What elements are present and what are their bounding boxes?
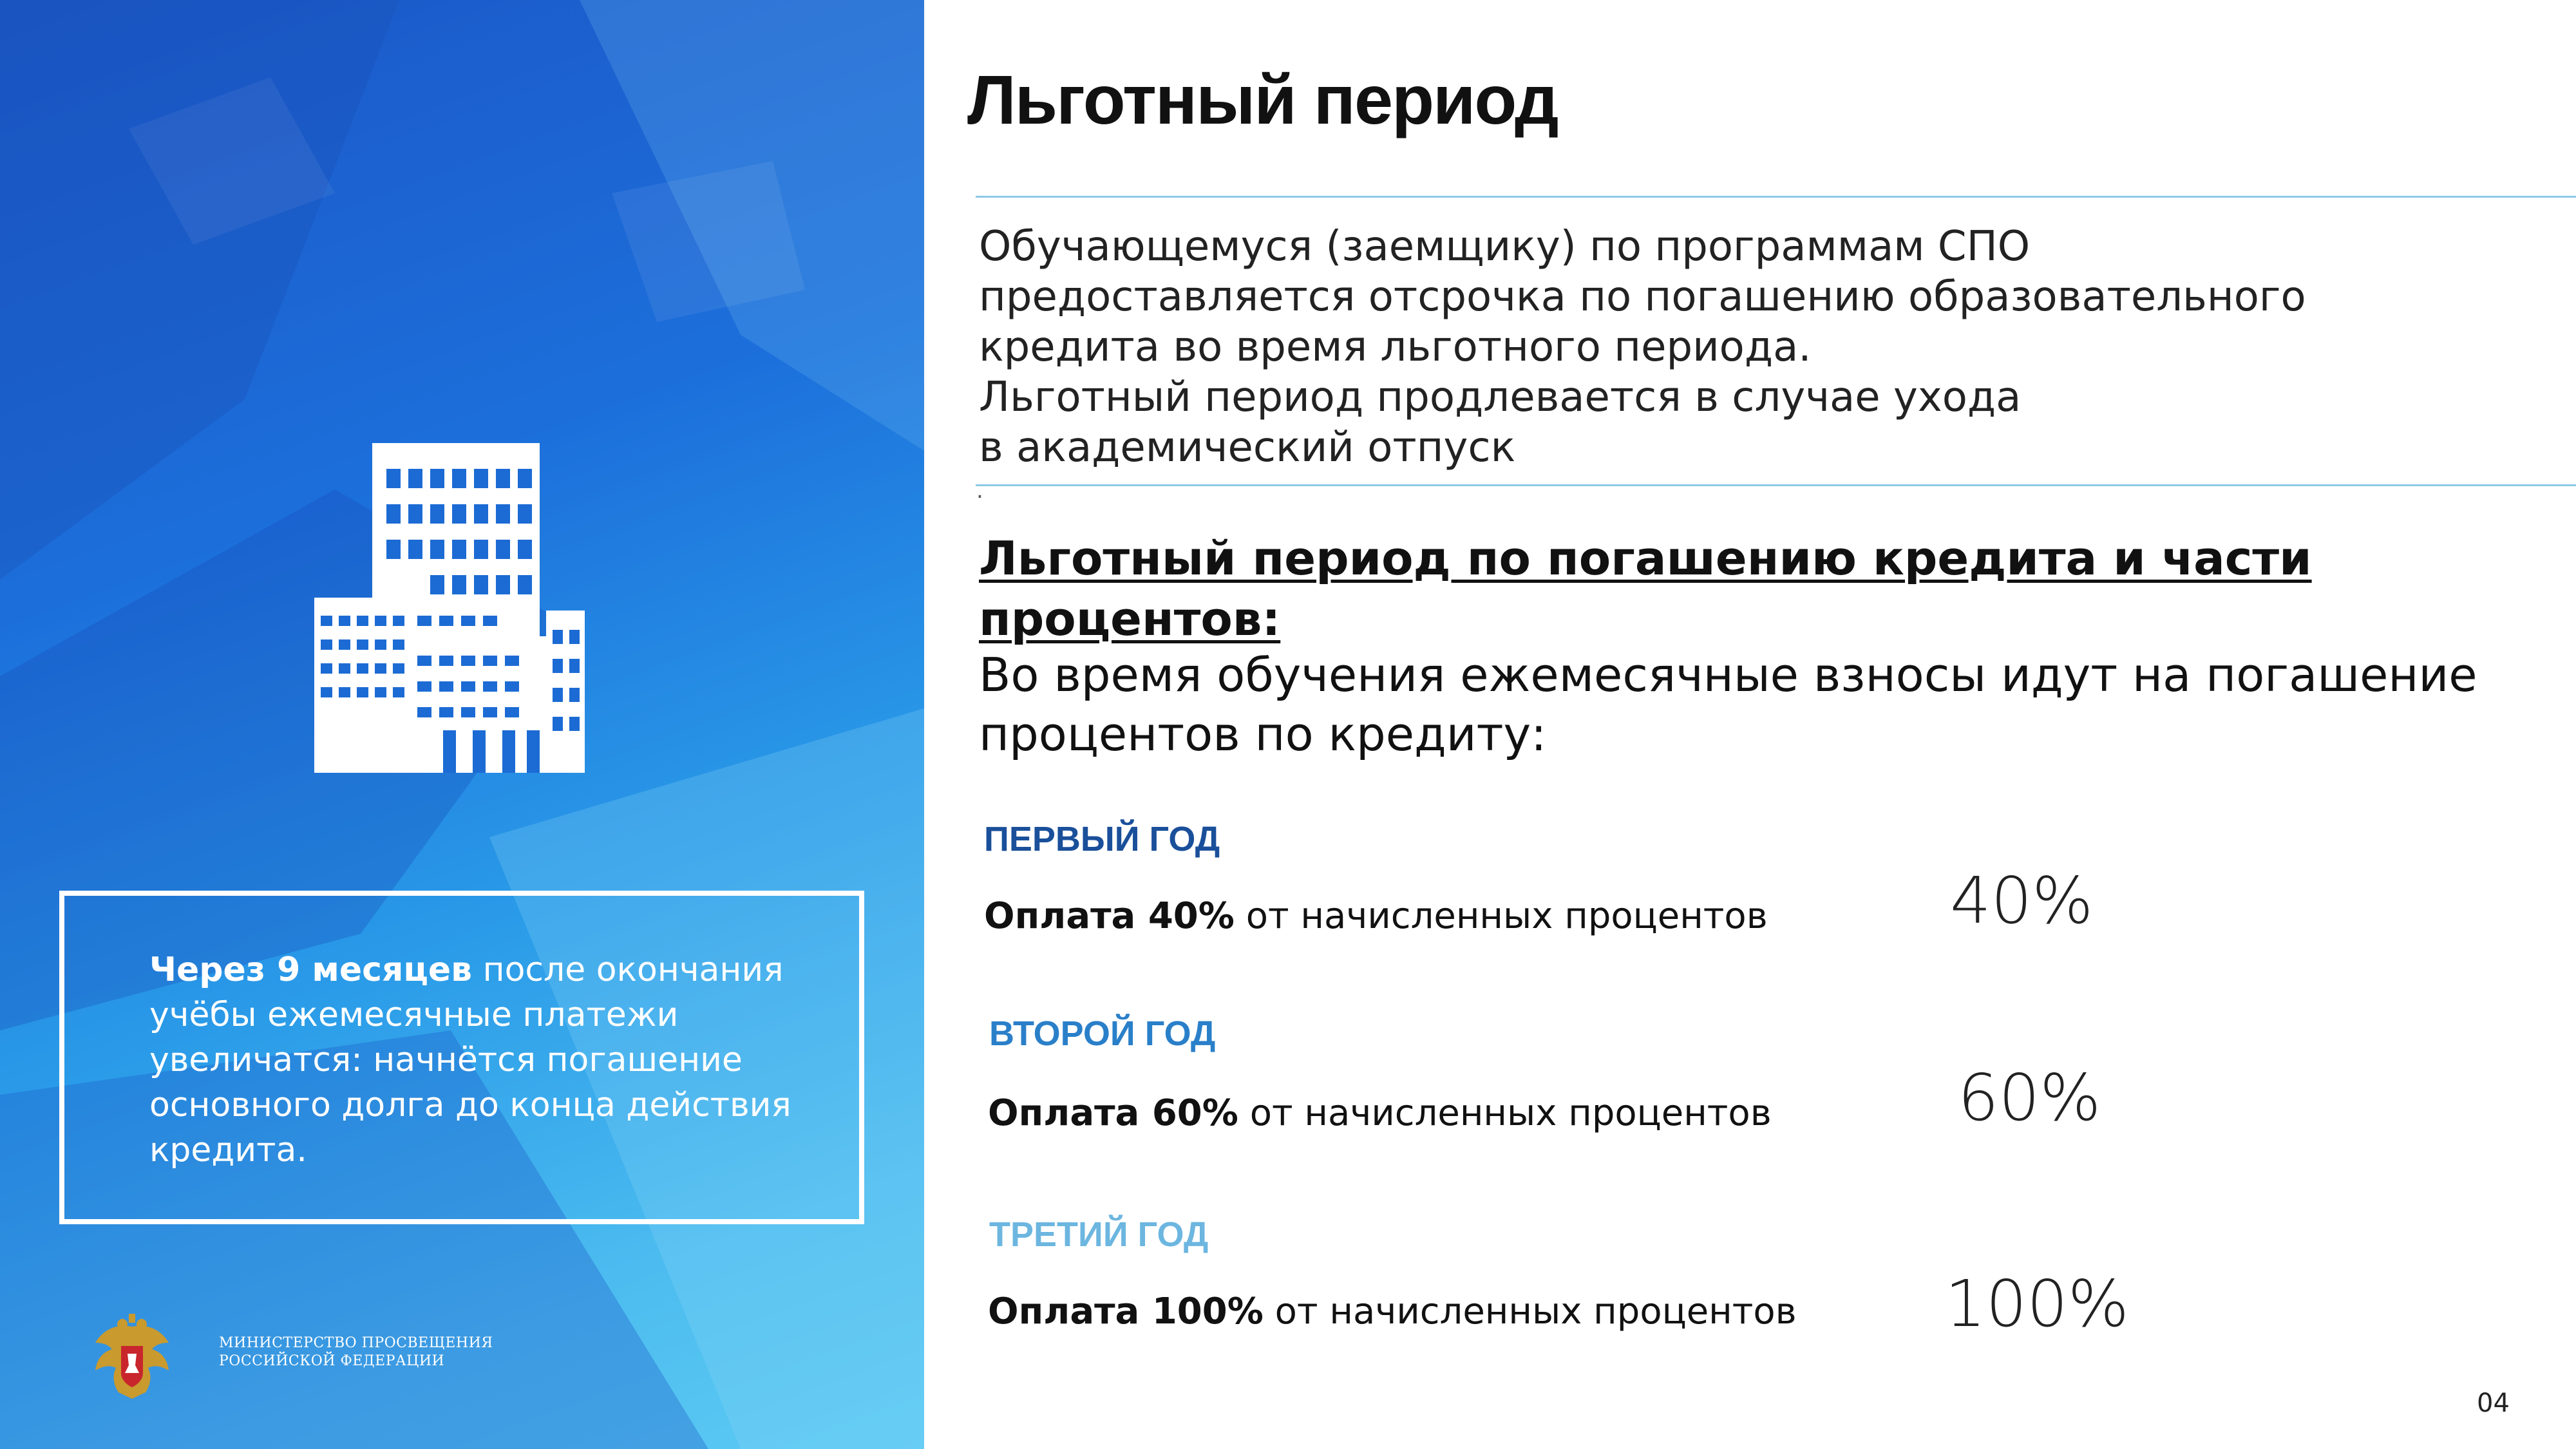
year-label-second: ВТОРОЙ ГОД [989,1014,1216,1053]
info-box [59,891,864,1224]
percent-second: 60% [1958,1060,2101,1135]
section-heading [979,528,2537,649]
desc-line: Во время обучения ежемесячные взносы идут на погашение [979,648,2477,702]
intro-line: предоставляется отсрочка по погашению образовательного [979,273,2306,321]
percent-third: 100% [1945,1266,2129,1341]
payment-rest: от начисленных процентов [1238,1092,1772,1134]
ministry-line-1: МИНИСТЕРСТВО ПРОСВЕЩЕНИЯ [219,1335,493,1351]
payment-rest: от начисленных процентов [1234,895,1768,937]
payment-bold: Оплата 60% [988,1092,1238,1134]
coat-of-arms-icon [90,1314,174,1404]
payment-line-third [988,1291,1797,1332]
intro-text [979,222,2524,473]
intro-dot: . [976,478,983,504]
payment-rest: от начисленных процентов [1263,1291,1797,1332]
section-description [979,645,2537,764]
ministry-line-2: РОССИЙСКОЙ ФЕДЕРАЦИИ [219,1353,445,1369]
intro-line: кредита во время льготного периода. [979,323,1812,371]
percent-first: 40% [1950,863,2094,938]
payment-bold: Оплата 100% [988,1291,1264,1332]
building-icon [314,443,585,773]
divider-top [976,196,2576,198]
heading-line: Льготный период по погашению кредита и части [979,531,2312,585]
heading-line: процентов: [979,592,1281,646]
payment-line-second [988,1092,1772,1134]
info-text [149,947,826,1173]
year-label-first: ПЕРВЫЙ ГОД [984,820,1220,858]
intro-line: Обучающемуся (заемщику) по программам СПО [979,223,2031,270]
payment-line-first [984,895,1768,937]
page-number: 04 [2477,1388,2510,1418]
year-label-third: ТРЕТИЙ ГОД [989,1215,1209,1254]
ministry-caption [219,1334,541,1370]
desc-line: процентов по кредиту: [979,707,1547,761]
payment-bold: Оплата 40% [984,895,1235,937]
page-title: Льготный период [967,61,1558,138]
intro-line: Льготный период продлевается в случае ухода [979,374,2022,421]
intro-line: в академический отпуск [979,424,1516,471]
info-rest: после окончания учёбы ежемесячные платежи увеличатся: начнётся погашение основного долга до конца действия кредита. [149,951,791,1170]
left-panel [0,0,924,1449]
divider-middle [976,484,2576,486]
info-bold: Через 9 месяцев [149,951,473,989]
